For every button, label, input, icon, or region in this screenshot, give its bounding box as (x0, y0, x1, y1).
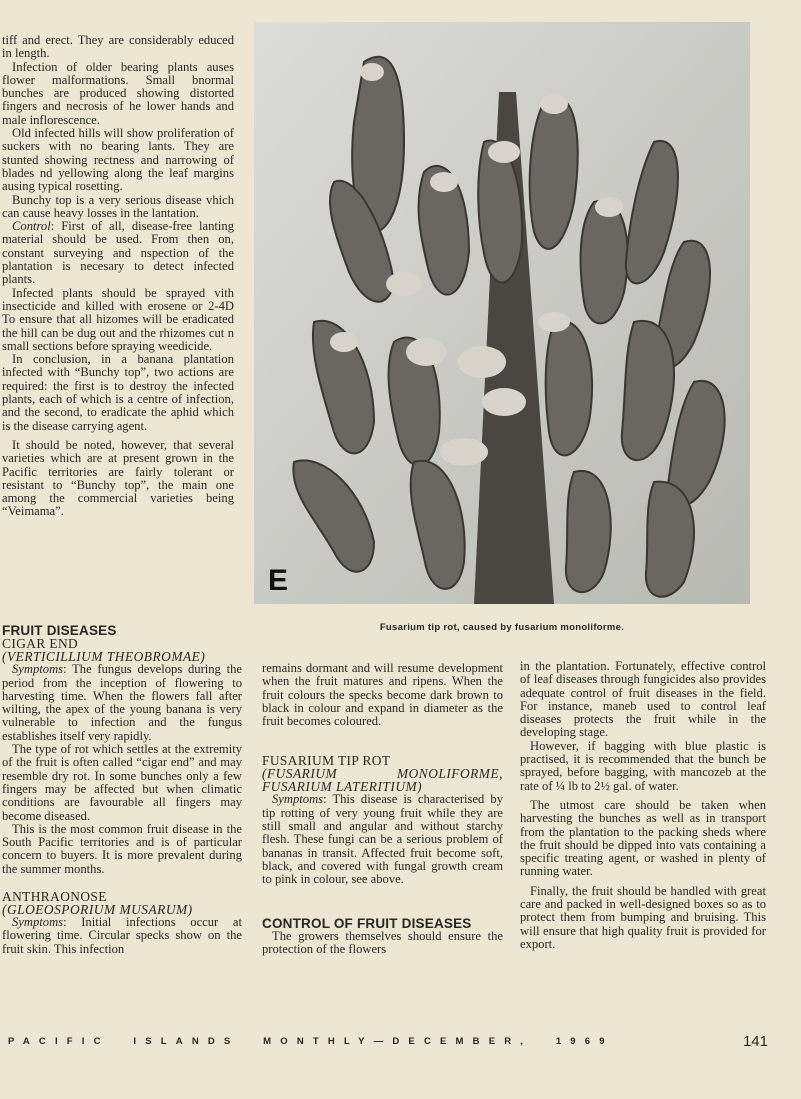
paragraph-text: The utmost care should be taken when harvesting the bunches as well as in transport from the plantation to the packing sheds where the fruit should be dipped into vats containing a specific treating agent, or washed in plenty of running water. (520, 797, 766, 879)
paragraph (520, 660, 766, 740)
heading-control-fruit-diseases: CONTROL OF FRUIT DISEASES (262, 915, 472, 931)
fusarium-body (262, 793, 503, 886)
paragraph (520, 740, 766, 793)
paragraph (2, 34, 234, 61)
heading-fusarium-tip-rot: FUSARIUM TIP ROT (262, 753, 391, 769)
paragraph-text: : This disease is characterised by tip rotting of very young fruit while they are still small and angular and without starchy flesh. These fungi can be a serious problem of bananas in transit. Affected fruit become soft, black, and covered with fungal growth cream to pink in colour, see above. (262, 792, 503, 887)
paragraph-label: Symptoms (272, 792, 324, 807)
anthracnose-body (2, 916, 242, 956)
anthracnose-continued (262, 662, 503, 728)
paragraph (2, 823, 242, 876)
paragraph-text: In conclusion, in a banana plantation infected with “Bunchy top”, two actions are required: the first is to destroy the infected plants, each of which is a centre of infection, and the second, to eradicate the aphid which is the disease carrying agent. (2, 352, 234, 433)
paragraph-text: Old infected hills will show proliferation of suckers with no bearing lants. They are stunted showing rectness and narrowing of blades nd yellowing along the leaf margins ausing typical rosetting. (2, 126, 234, 194)
paragraph-text: tiff and erect. They are considerably educed in length. (2, 33, 234, 61)
paragraph-label: Control (12, 219, 51, 234)
paragraph-text: remains dormant and will resume development when the fruit matures and ripens. When the fruit colours the specks become dark brown to black in colour and expand in diameter as the fruit becomes coloured. (262, 661, 503, 729)
paragraph-label: Symptoms (12, 915, 64, 930)
heading-anthracnose: ANTHRAONOSE (2, 889, 107, 905)
latin-name-verticillium: (VERTICILLIUM THEOBROMAE) (2, 649, 206, 665)
paragraph-text: Infection of older bearing plants auses flower malformations. Small bnormal bunches are produced showing distorted fingers and necrosis of he lower hands and male inflorescence. (2, 59, 234, 127)
heading-cigar-end: CIGAR END (2, 636, 79, 652)
page-footer (8, 1033, 768, 1049)
paragraph-text: in the plantation. Fortunately, effective control of leaf diseases through fungicides also provides adequate control of fruit diseases in the field. For instance, maneb used to control leaf diseases protects the fruit while in the developing stage. (520, 659, 766, 740)
paragraph (520, 885, 766, 951)
paragraph (2, 61, 234, 127)
paragraph (262, 793, 503, 886)
page-number: 141 (742, 1033, 768, 1050)
masthead: PACIFIC ISLANDS MONTHLY—DECEMBER, 1969 (8, 1036, 614, 1047)
paragraph (262, 930, 503, 957)
paragraph (2, 127, 234, 193)
paragraph-label: Symptoms (12, 662, 64, 677)
paragraph-text: : First of all, disease-free lanting material should be used. From then on, constant surveying and nspection of the plantation is necesary to detect infected plants. (2, 219, 234, 287)
paragraph-text: However, if bagging with blue plastic is practised, it is recommended that the bunch be sprayed, before bagging, with mancozeb at the rate of ¼ lb to 2½ gal. of water. (520, 738, 766, 793)
column-1 (2, 624, 242, 956)
control-body (262, 930, 503, 957)
column-2 (262, 662, 503, 956)
paragraph (2, 220, 234, 286)
figure-letter: E (268, 564, 289, 597)
heading-fruit-diseases: FRUIT DISEASES (2, 623, 117, 638)
paragraph (2, 439, 234, 519)
latin-name-gloeosporium: (GLOEOSPORIUM MUSARUM) (2, 902, 193, 918)
paragraph-text: : Initial infections occur at flowering time. Circular specks show on the fruit skin. This infection (2, 915, 242, 956)
left-column-text (2, 34, 234, 519)
paragraph (262, 662, 503, 728)
paragraph (2, 194, 234, 221)
cigar-end-body (2, 663, 242, 876)
paragraph (520, 799, 766, 879)
paragraph-text: The growers themselves should ensure the protection of the flowers (262, 928, 503, 957)
paragraph-text: Finally, the fruit should be handled with great care and packed in well-designed boxes so as to protect them from bumping and bruising. This will ensure that high quality fruit is provided for export. (520, 883, 766, 951)
banana-bunch-image (254, 22, 750, 604)
banana-bunch-photo (254, 22, 750, 604)
paragraph-text: It should be noted, however, that several varieties which are at present grown in the Pacific territories are fairly tolerant or resistant to “Bunchy top”, the main one among the commercial varieties being “Veimama”. (2, 437, 234, 519)
photo-caption: Fusarium tip rot, caused by fusarium monoliforme. (379, 622, 625, 633)
paragraph (2, 743, 242, 823)
paragraph-text: : The fungus develops during the period from the inception of flowering to harvesting time. When the flowers fall after wilting, the apex of the young banana is very vulnerable to infection and the fungus establishes itself very rapidly. (2, 662, 242, 743)
paragraph-text: Bunchy top is a very serious disease vhich can cause heavy losses in the lantation. (2, 192, 234, 220)
paragraph-text: Infected plants should be sprayed vith insecticide and killed with erosene or 2-4D To ensure that all hizomes will be eradicated the hill can be dug out and the rhizomes cut n small sections before spraying weedicide. (2, 285, 234, 353)
paragraph (2, 916, 242, 956)
paragraph (2, 353, 234, 433)
paragraph-text: The type of rot which settles at the extremity of the fruit is often called “cigar end” and may resemble dry rot. In some bunches only a few fingers may be affected but when climatic conditions are favourable all fingers may become diseased. (2, 742, 242, 823)
paragraph-text: This is the most common fruit disease in the South Pacific territories and is of particular concern to buyers. It is more prevalent during the summer months. (2, 821, 242, 876)
paragraph (2, 663, 242, 743)
latin-name-fusarium: (FUSARIUM MONOLIFORME, FUSARIUM LATERITIUM) (262, 766, 503, 795)
column-3 (520, 660, 766, 951)
paragraph (2, 287, 234, 353)
